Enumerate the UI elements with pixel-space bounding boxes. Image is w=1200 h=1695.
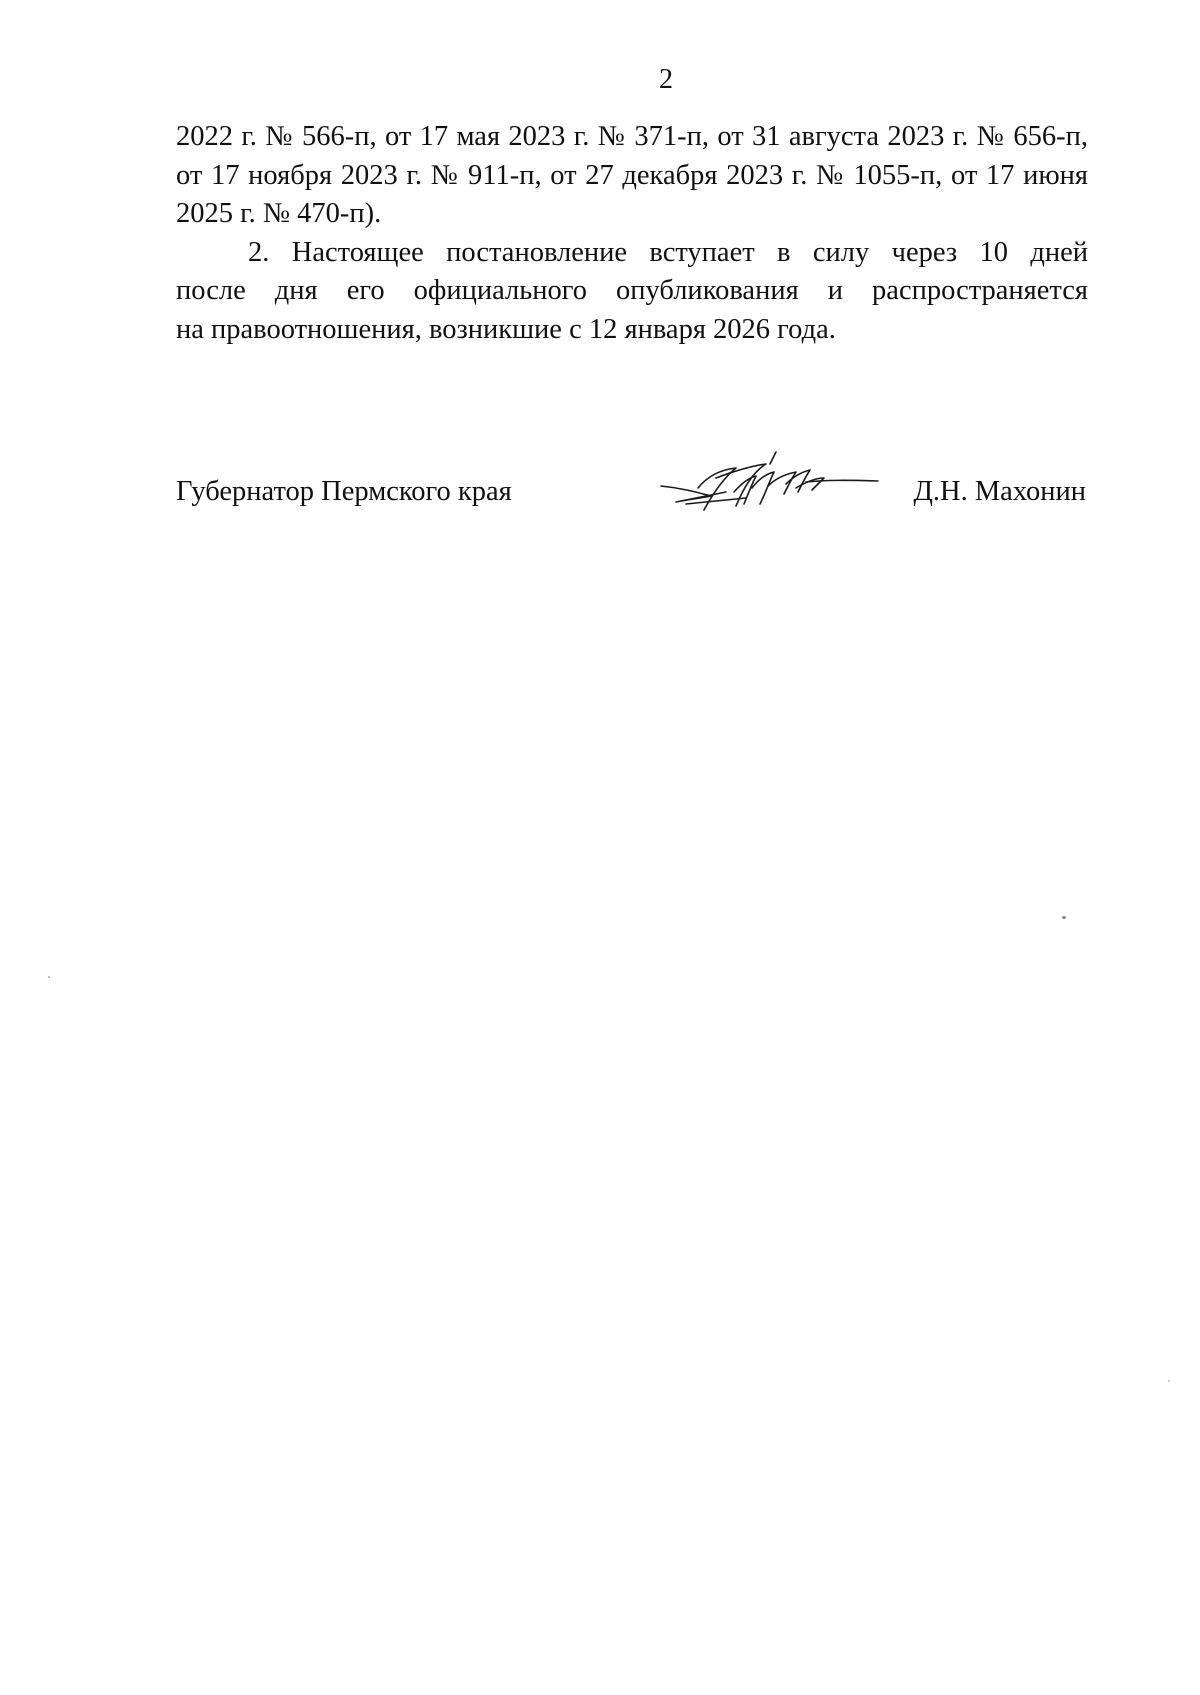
body-text	[176, 118, 1088, 349]
signature-block	[176, 468, 1086, 528]
text-line: на правоотношения, возникшие с 12 января 2026 года.	[176, 313, 836, 345]
scan-speck	[1168, 1380, 1170, 1382]
signer-name: Д.Н. Махонин	[913, 476, 1086, 507]
paragraph-2	[176, 234, 1088, 350]
scan-speck	[48, 976, 50, 978]
text-line: от 17 ноября 2023 г. № 911-п, от 27 декабря 2023 г. № 1055-п, от 17 июня	[176, 159, 1088, 191]
text-line: 2. Настоящее постановление вступает в силу через 10 дней	[248, 236, 1088, 268]
handwritten-signature	[656, 448, 886, 528]
page-number: 2	[659, 64, 673, 95]
text-line: 2022 г. № 566-п, от 17 мая 2023 г. № 371-п, от 31 августа 2023 г. № 656-п,	[176, 121, 1088, 152]
signer-title: Губернатор Пермского края	[176, 476, 512, 507]
paragraph-1	[176, 118, 1088, 234]
scan-speck	[1062, 916, 1066, 919]
text-line: после дня его официального опубликования и распространяется	[176, 275, 1088, 306]
text-line: 2025 г. № 470-п).	[176, 198, 382, 229]
